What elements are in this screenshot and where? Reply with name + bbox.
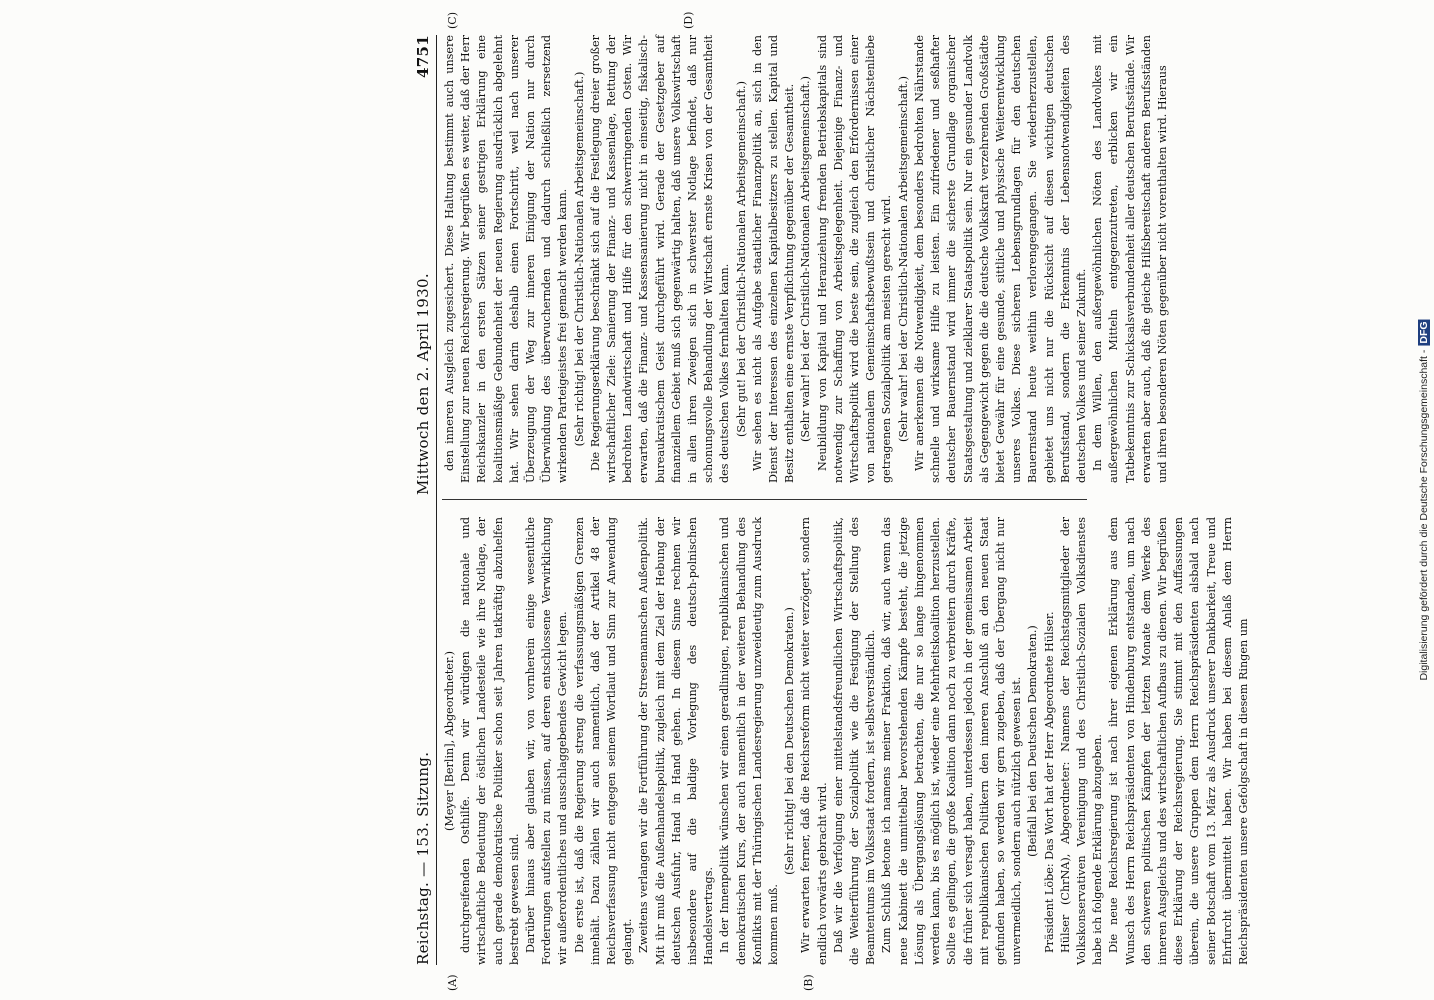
digitization-note	[1418, 319, 1430, 680]
paragraph: Die neue Reichsregierung ist nach ihrer eigenen Erklärung aus dem Wunsch des Herrn Reichspräsidenten von Hindenburg entstanden, um nach den schweren politischen Kämpfen der letzten Monate dem Werke des inneren Ausgleichs und des wirtschaftlichen Aufbaus zu dienen. Wir begrüßen diese Erklärung der Reichsregierung. Sie stimmt mit den Auffassungen überein, die unsere Gruppen dem Herrn Reichspräsidenten alsbald nach seiner Botschaft vom 13. März als Ausdruck unserer Dankbarkeit, Treue und Ehrfurcht übermittelt haben. Wir haben bei diesem Anlaß dem Herrn Reichspräsidenten unsere Gefolgschaft in diesem Ringen um	[1107, 517, 1250, 965]
column-divider	[442, 499, 1087, 500]
header-rule	[436, 35, 437, 965]
page-header	[412, 35, 434, 965]
paragraph: durchgreifenden Osthilfe. Denn wir würdigen die nationale und wirtschaftliche Bedeutung der östlichen Landesteile wie ihre Notlage, der auch gerade demokratische Politiker schon seit Jahren tatkräftig abzuhelfen bestrebt gewesen sind.	[459, 517, 521, 965]
interjection: (Sehr wahr! bei der Christlich-Nationalen Arbeitsgemeinschaft.)	[799, 76, 813, 442]
margin-marker-b: (B)	[802, 974, 815, 991]
margin-marker-d: (D)	[682, 11, 695, 29]
right-column	[442, 35, 1171, 483]
paragraph: Die Regierungserklärung beschränkt sich auf die Festlegung dreier großer wirtschaftlicher Ziele: Sanierung der Finanz- und Kassenlage, Rettung der bedrohten Landwirtschaft und Hilfe für den schwerringenden Osten. Wir erwarten, daß die Finanz- und Kassensanierung nicht in einseitig, fiskalisch-bureaukratischem Geist durchgeführt wird. Gerade der Gesetzgeber auf finanziellem Gebiet muß sich gegenwärtig halten, daß unsere Volkswirtschaft in allen ihren Zweigen sich in schwerster Notlage befindet, daß nur schonungsvolle Behandlung der Wirtschaft ernste Krisen von der Gesamtheit des deutschen Volkes fernhalten kann.	[588, 35, 732, 483]
interjection: (Meyer [Berlin], Abgeordneter.)	[443, 651, 456, 831]
paragraph: Die erste ist, daß die Regierung streng die verfassungsmäßigen Grenzen innehält. Dazu zählen wir auch namentlich, daß der Artikel 48 der Reichsverfassung nicht entgegen seinem Wortlaut und Sinn zur Anwendung gelangt.	[572, 517, 635, 965]
interjection: (Sehr richtig! bei den Deutschen Demokraten.)	[783, 607, 797, 875]
paragraph: Zum Schluß betone ich namens meiner Fraktion, daß wir, auch wenn das neue Kabinett die unmittelbar bevorstehenden Kämpfe besteht, die jetzige Lösung als Übergangslösung betrachten, die nur so lange hingenommen werden kann, bis es möglich ist, wieder eine Mehrheitskoalition herzustellen. Sollte es gelingen, die große Koalition dann noch zu verbreitern durch Kräfte, die früher sich versagt haben, unterdessen jedoch in der gemeinsamen Arbeit mit republikanischen Politikern den inneren Anschluß an den neuen Staat gefunden haben, so werden wir gern zugeben, daß der Übergang nicht nur unvermeidlich, sondern auch nützlich gewesen ist.	[880, 517, 1024, 965]
paragraph: Zweitens verlangen wir die Fortführung der Stresemannschen Außenpolitik. Mit ihr muß die Außenhandelspolitik, zugleich mit dem Ziel der Hebung der deutschen Ausfuhr, Hand in Hand gehen. In diesem Sinne rechnen wir insbesondere auf die baldige Vorlegung des deutsch-polnischen Handelsvertrags.	[637, 517, 716, 965]
dfg-logo: DFG	[1418, 321, 1430, 344]
paragraph: Wir sehen es nicht als Aufgabe staatlicher Finanzpolitik an, sich in den Dienst der Interessen des einzelnen Kapitalbesitzers zu stellen. Kapital und Besitz enthalten eine ernste Verpflichtung gegenüber der Gesamtheit.	[750, 35, 797, 483]
interjection: (Sehr wahr! bei der Christlich-Nationalen Arbeitsgemeinschaft.)	[896, 76, 910, 442]
header-session: Reichstag. — 153. Sitzung.	[414, 751, 432, 965]
paragraph: Neubildung von Kapital und Heranziehung fremden Betriebskapitals sind notwendig zur Schaffung von Arbeitsgelegenheit. Diejenige Finanz- und Wirtschaftspolitik wird die beste sein, die zugleich den Erfordernissen einer von nationalem Gemeinschaftsbewußtsein und christlicher Nächstenliebe getragenen Sozialpolitik am meisten gerecht wird.	[815, 35, 894, 483]
page-number: 4751	[414, 35, 432, 78]
rotated-page-content	[412, 11, 1250, 991]
interjection: (Sehr richtig! bei der Christlich-Nationalen Arbeitsgemeinschaft.)	[572, 71, 586, 447]
interjection: (Beifall bei den Deutschen Demokraten.)	[1026, 625, 1040, 857]
interjection: (Sehr gut! bei der Christlich-Nationalen Arbeitsgemeinschaft.)	[734, 81, 748, 437]
paragraph: Wir anerkennen die Notwendigkeit, dem besonders bedrohten Nährstande schnelle und wirksame Hilfe zu leisten. Ein zufriedener und seßhafter deutscher Bauernstand wird immer die sicherste Grundlage organischer Staatsgestaltung und zielklarer Staatspolitik sein. Nur ein gesunder Landvolk als Gegengewicht gegen die die deutsche Volkskraft verzehrenden Großstädte bietet Gewähr für eine gesunde, sittliche und physische Weiterentwicklung unseres Volkes. Diese sicheren Lebensgrundlagen für den deutschen Bauernstand heute weithin verlorengegangen. Sie wiederherzustellen, gebietet uns nicht nur die Rücksicht auf diesen wichtigen deutschen Berufsstand, sondern die Erkenntnis der Lebensnotwendigkeiten des deutschen Volkes und seiner Zukunft.	[912, 35, 1088, 483]
paragraph: In dem Willen, den außergewöhnlichen Nöten des Landvolkes mit außergewöhnlichen Mitteln entgegenzutreten, erblicken wir ein Tatbekenntnis zur Schicksalsverbundenheit aller deutschen Berufsstände. Wir erwarten aber auch, daß die gleiche Hilfsbereitschaft anderen Berufsständen und ihren besonderen Nöten gegenüber nicht vorenthalten wird. Hieraus	[1091, 35, 1169, 483]
paragraph: den inneren Ausgleich zugesichert. Diese Haltung bestimmt auch unsere Einstellung zur neuen Reichsregierung. Wir begrüßen es weiter, daß der Herr Reichskanzler in den ersten Sätzen seiner gestrigen Erklärung eine koalitionsmäßige Gebundenheit der neuen Regierung ausdrücklich abgelehnt hat. Wir sehen darin deshalb einen Fortschritt, weil nach unserer Überzeugung der Weg zur inneren Einigung der Nation nur durch Überwindung des überwuchernden und dadurch schließlich zersetzend wirkenden Parteigeistes frei gemacht werden kann.	[443, 35, 570, 483]
left-column	[442, 517, 1252, 965]
paragraph: Daß wir die Verfolgung einer mittelstandsfreundlichen Wirtschaftspolitik, die Weiterführung der Sozialpolitik wie die Festigung der Stellung des Beamtentums im Volksstaat fordern, ist selbstverständlich.	[831, 517, 878, 965]
paragraph: In der Innenpolitik wünschen wir einen geradlinigen, republikanischen und demokratischen Kurs, der auch namentlich in der weiteren Behandlung des Konflikts mit der Thüringischen Landesregierung unzweideutig zum Ausdruck kommen muß.	[718, 517, 781, 965]
digitization-text: Digitalisierung gefördert durch die Deutsche Forschungsgemeinschaft -	[1418, 349, 1430, 681]
margin-marker-a: (A)	[446, 974, 459, 991]
paragraph: Darüber hinaus aber glauben wir, von vornherein einige wesentliche Forderungen aufstellen zu müssen, auf deren entschlossene Verwirklichung wir außerordentliches und ausschlaggebendes Gewicht legen.	[524, 517, 570, 965]
margin-marker-c: (C)	[446, 12, 459, 29]
header-date: Mittwoch den 2. April 1930.	[414, 273, 432, 495]
paragraph: Präsident Löbe: Das Wort hat der Herr Abgeordnete Hülser.	[1042, 611, 1056, 953]
paragraph: Hülser (ChrNA), Abgeordneter: Namens der Reichstagsmitglieder der Volkskonservativen Vereinigung und des Christlich-Sozialen Volksdienstes habe ich folgende Erklärung abzugeben.	[1058, 517, 1105, 965]
paragraph: Wir erwarten ferner, daß die Reichsreform nicht weiter verzögert, sondern endlich vorwärts gebracht wird.	[799, 517, 829, 965]
